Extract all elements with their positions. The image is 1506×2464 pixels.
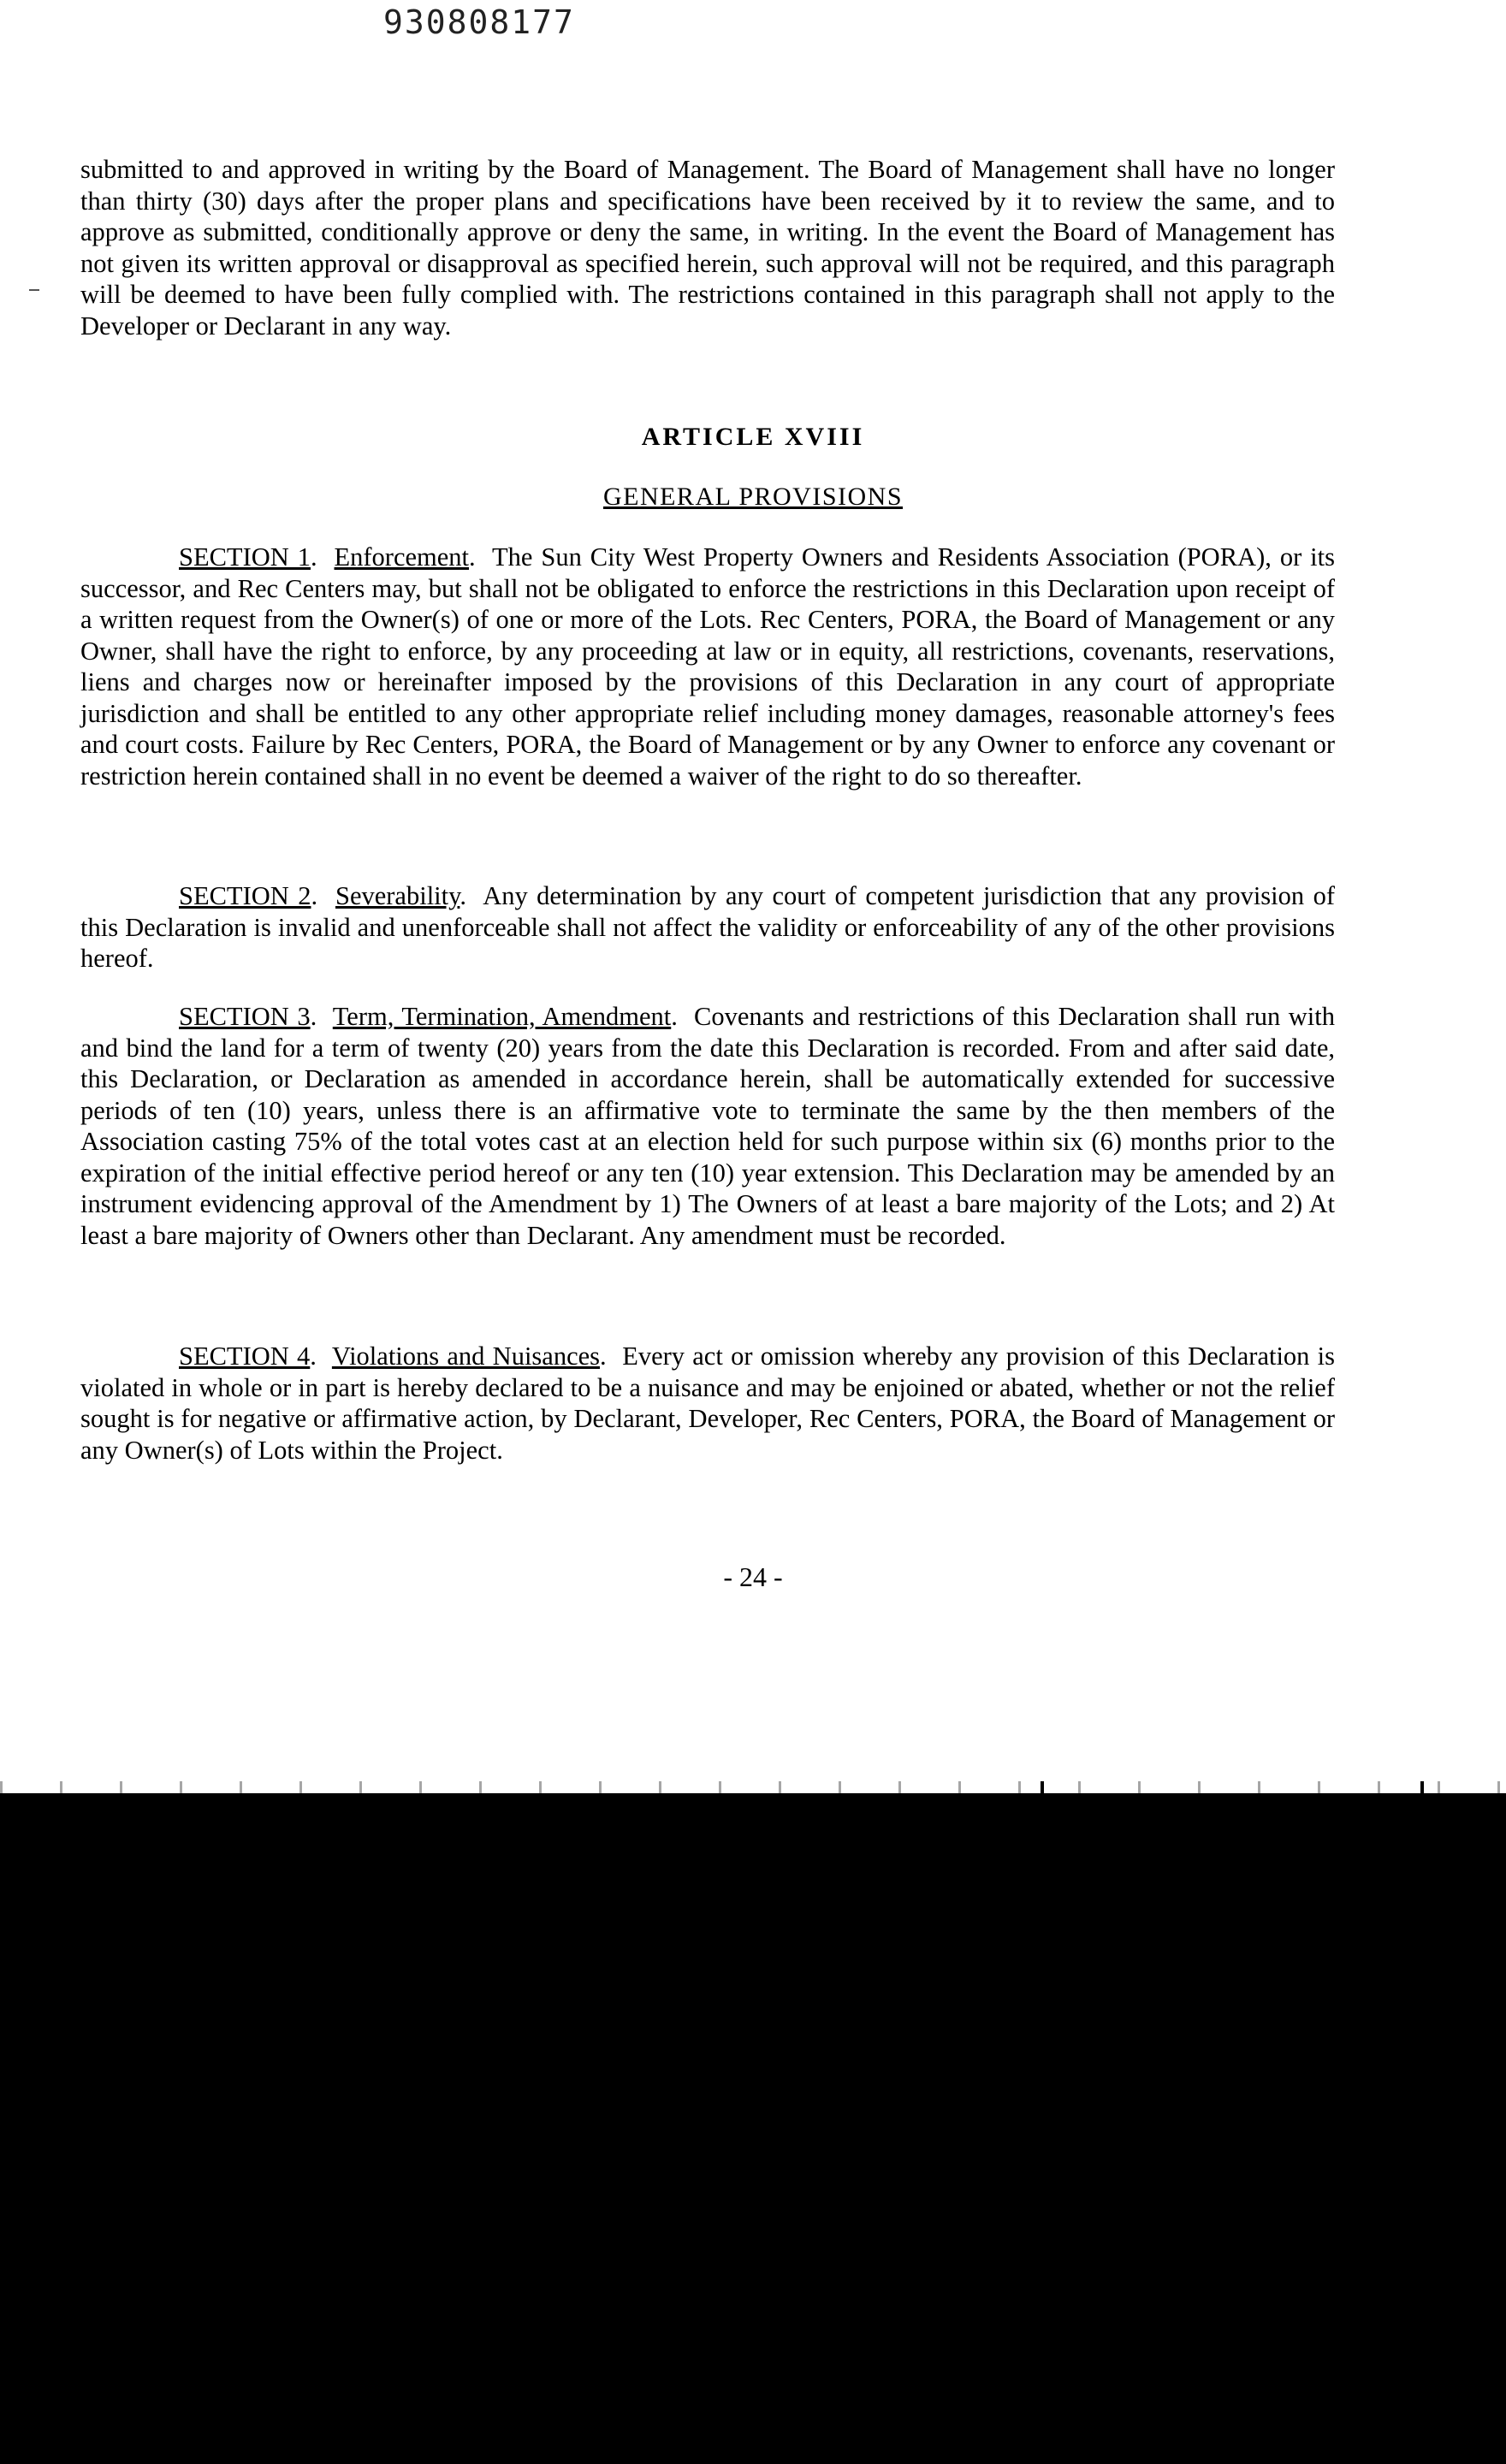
- page-number: - 24 -: [723, 1561, 783, 1592]
- section-3-label: SECTION 3: [179, 1002, 311, 1031]
- article-title: ARTICLE XVIII: [641, 423, 865, 451]
- section-4-paragraph: SECTION 4. Violations and Nuisances. Every act or omission whereby any provision of this Declaration is violated in whole or in part is hereby declared to be a nuisance and may be enjoined or abated, whether or not the relief sought is for negative or affirmative action, by Declarant, Developer, Rec Centers, PORA, the Board of Management or any Owner(s) of Lots within the Project.: [80, 1342, 1336, 1465]
- article-subtitle: GENERAL PROVISIONS: [602, 483, 904, 511]
- section-1-text: The Sun City West Property Owners and Residents Association (PORA), or its successor, and Rec Centers may, but shall not be obligated to enforce the restrictions in this Declaration upon receipt of a written request from the Owner(s) of one or more of the Lots. Rec Centers, PORA, the Board of Management or any Owner, shall have the right to enforce, by any proceeding at law or in equity, all restrictions, covenants, reservations, liens and charges now or hereinafter imposed by the provisions of this Declaration in any court of appropriate jurisdiction and shall be entitled to any other appropriate relief including money damages, reasonable attorney's fees and court costs. Failure by Rec Centers, PORA, the Board of Management or by any Owner to enforce any covenant or restriction herein contained shall in no event be deemed a waiver of the right to do so thereafter.: [80, 542, 1335, 791]
- section-4-heading: Violations and Nuisances: [331, 1342, 601, 1371]
- section-1-label: SECTION 1: [179, 542, 311, 572]
- section-3-paragraph: SECTION 3. Term, Termination, Amendment. Covenants and restrictions of this Declaration shall run with and bind the land for a term of twenty (20) years from the date this Declaration is recorded. From and after said date, this Declaration, or Declaration as amended in accordance herein, shall be automatically extended for successive periods of ten (10) years, unless there is an affirmative vote to terminate the same by the then members of the Association casting 75% of the total votes cast at an election held for such purpose within six (6) months prior to the expiration of the initial effective period hereof or any ten (10) year extension. This Declaration may be amended by an instrument evidencing approval of the Amendment by 1) The Owners of at least a bare majority of the Lots; and 2) At least a bare majority of Owners other than Declarant. Any amendment must be recorded.: [80, 1002, 1336, 1250]
- section-1-heading: Enforcement: [334, 542, 470, 572]
- scan-black-band: [0, 1793, 1506, 2464]
- section-2-paragraph: SECTION 2. Severability. Any determination by any court of competent jurisdiction that any provision of this Declaration is invalid and unenforceable shall not affect the validity or enforceability of any of the other provisions hereof.: [80, 881, 1335, 973]
- section-4-text: Every act or omission whereby any provision of this Declaration is violated in whole or in part is hereby declared to be a nuisance and may be enjoined or abated, whether or not the relief sought is for negative or affirmative action, by Declarant, Developer, Rec Centers, PORA, the Board of Management or any Owner(s) of Lots within the Project.: [80, 1342, 1336, 1465]
- section-2-text: Any determination by any court of competent jurisdiction that any provision of this Declaration is invalid and unenforceable shall not affect the validity or enforceability of any of the other provisions hereof.: [80, 881, 1335, 973]
- section-1-paragraph: SECTION 1. Enforcement. The Sun City West Property Owners and Residents Association (PORA), or its successor, and Rec Centers may, but shall not be obligated to enforce the restrictions in this Declaration upon receipt of a written request from the Owner(s) of one or more of the Lots. Rec Centers, PORA, the Board of Management or any Owner, shall have the right to enforce, by any proceeding at law or in equity, all restrictions, covenants, reservations, liens and charges now or hereinafter imposed by the provisions of this Declaration in any court of appropriate jurisdiction and shall be entitled to any other appropriate relief including money damages, reasonable attorney's fees and court costs. Failure by Rec Centers, PORA, the Board of Management or by any Owner to enforce any covenant or restriction herein contained shall in no event be deemed a waiver of the right to do so thereafter.: [80, 542, 1335, 791]
- margin-mark: [29, 289, 39, 291]
- section-2-heading: Severability: [335, 881, 460, 910]
- recording-number: 930808177: [383, 3, 575, 41]
- section-2-label: SECTION 2: [179, 881, 311, 910]
- opening-paragraph: submitted to and approved in writing by the Board of Management. The Board of Management shall have no longer than thirty (30) days after the proper plans and specifications have been received by it to review the same, and to approve as submitted, conditionally approve or deny the same, in writing. In the event the Board of Management has not given its written approval or disapproval as specified herein, such approval will not be required, and this paragraph will be deemed to have been fully complied with. The restrictions contained in this paragraph shall not apply to the Developer or Declarant in any way.: [80, 155, 1335, 341]
- section-3-text: Covenants and restrictions of this Declaration shall run with and bind the land for a term of twenty (20) years from the date this Declaration is recorded. From and after said date, this Declaration, or Declaration as amended in accordance herein, shall be automatically extended for successive periods of ten (10) years, unless there is an affirmative vote to terminate the same by the then members of the Association casting 75% of the total votes cast at an election held for such purpose within six (6) months prior to the expiration of the initial effective period hereof or any ten (10) year extension. This Declaration may be amended by an instrument evidencing approval of the Amendment by 1) The Owners of at least a bare majority of the Lots; and 2) At least a bare majority of Owners other than Declarant. Any amendment must be recorded.: [80, 1002, 1336, 1250]
- section-3-heading: Term, Termination, Amendment: [332, 1002, 672, 1031]
- section-4-label: SECTION 4: [179, 1342, 311, 1371]
